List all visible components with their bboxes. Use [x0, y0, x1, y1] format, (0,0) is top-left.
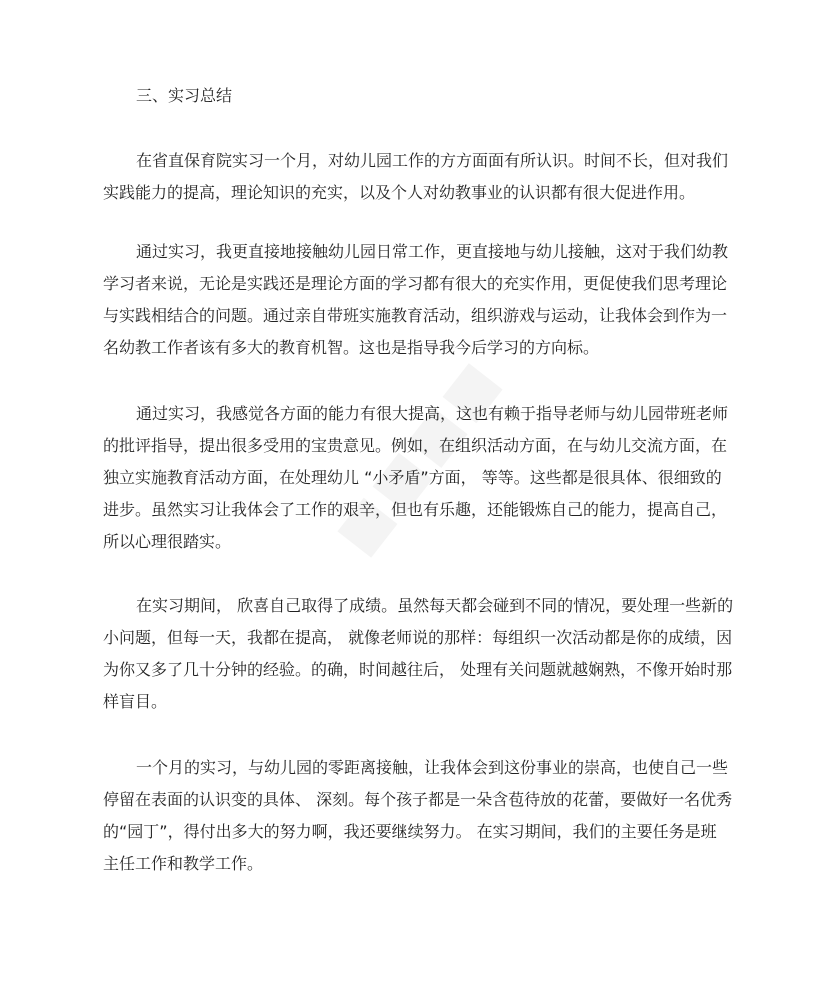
paragraph-line: 一个月的实习，与幼儿园的零距离接触，让我体会到这份事业的崇高，也使自己一些: [136, 758, 729, 777]
paragraph-5: [103, 752, 733, 880]
paragraph-line: 的批评指导，提出很多受用的宝贵意见。例如，在组织活动方面，在与幼儿交流方面，在: [103, 436, 728, 455]
paragraph-line: 停留在表面的认识变的具体、 深刻。每个孩子都是一朵含苞待放的花蕾，要做好一名优秀: [103, 790, 733, 809]
paragraph-1: [103, 145, 727, 209]
paragraph-4: [103, 590, 734, 718]
paragraph-line: 的“园丁”，得付出多大的努力啊，我还要继续努力。 在实习期间，我们的主要任务是班: [103, 822, 717, 841]
paragraph-2: [103, 236, 727, 364]
paragraph-line: 名幼教工作者该有多大的教育机智。这也是指导我今后学习的方向标。: [103, 338, 600, 357]
paragraph-line: 为你又多了几十分钟的经验。的确，时间越往后， 处理有关问题就越娴熟，不像开始时那: [103, 660, 733, 679]
paragraph-line: 主任工作和教学工作。: [103, 854, 264, 873]
paragraph-line: 在省直保育院实习一个月，对幼儿园工作的方方面面有所认识。时间不长，但对我们: [136, 151, 729, 170]
paragraph-line: 学习者来说，无论是实践还是理论方面的学习都有很大的充实作用，更促使我们思考理论: [103, 274, 728, 293]
paragraph-line: 独立实施教育活动方面，在处理幼儿 “小矛盾”方面， 等等。这些都是很具体、很细致的: [103, 468, 722, 487]
paragraph-line: 在实习期间， 欣喜自己取得了成绩。虽然每天都会碰到不同的情况，要处理一些新的: [136, 596, 734, 615]
paragraph-3: [103, 398, 727, 558]
paragraph-line: 通过实习，我感觉各方面的能力有很大提高，这也有赖于指导老师与幼儿园带班老师: [136, 404, 729, 423]
paragraph-line: 与实践相结合的问题。通过亲自带班实施教育活动，组织游戏与运动，让我体会到作为一: [103, 306, 728, 325]
paragraph-line: 进步。虽然实习让我体会了工作的艰辛，但也有乐趣，还能锻炼自己的能力，提高自己，: [103, 500, 728, 519]
paragraph-line: 实践能力的提高，理论知识的充实，以及个人对幼教事业的认识都有很大促进作用。: [103, 183, 696, 202]
paragraph-line: 通过实习，我更直接地接触幼儿园日常工作，更直接地与幼儿接触，这对于我们幼教: [136, 242, 729, 261]
section-heading: 三、实习总结: [136, 86, 233, 105]
paragraph-line: 小问题，但每一天，我都在提高， 就像老师说的那样：每组织一次活动都是你的成绩，因: [103, 628, 733, 647]
paragraph-line: 样盲目。: [103, 692, 168, 711]
paragraph-line: 所以心理很踏实。: [103, 532, 232, 551]
